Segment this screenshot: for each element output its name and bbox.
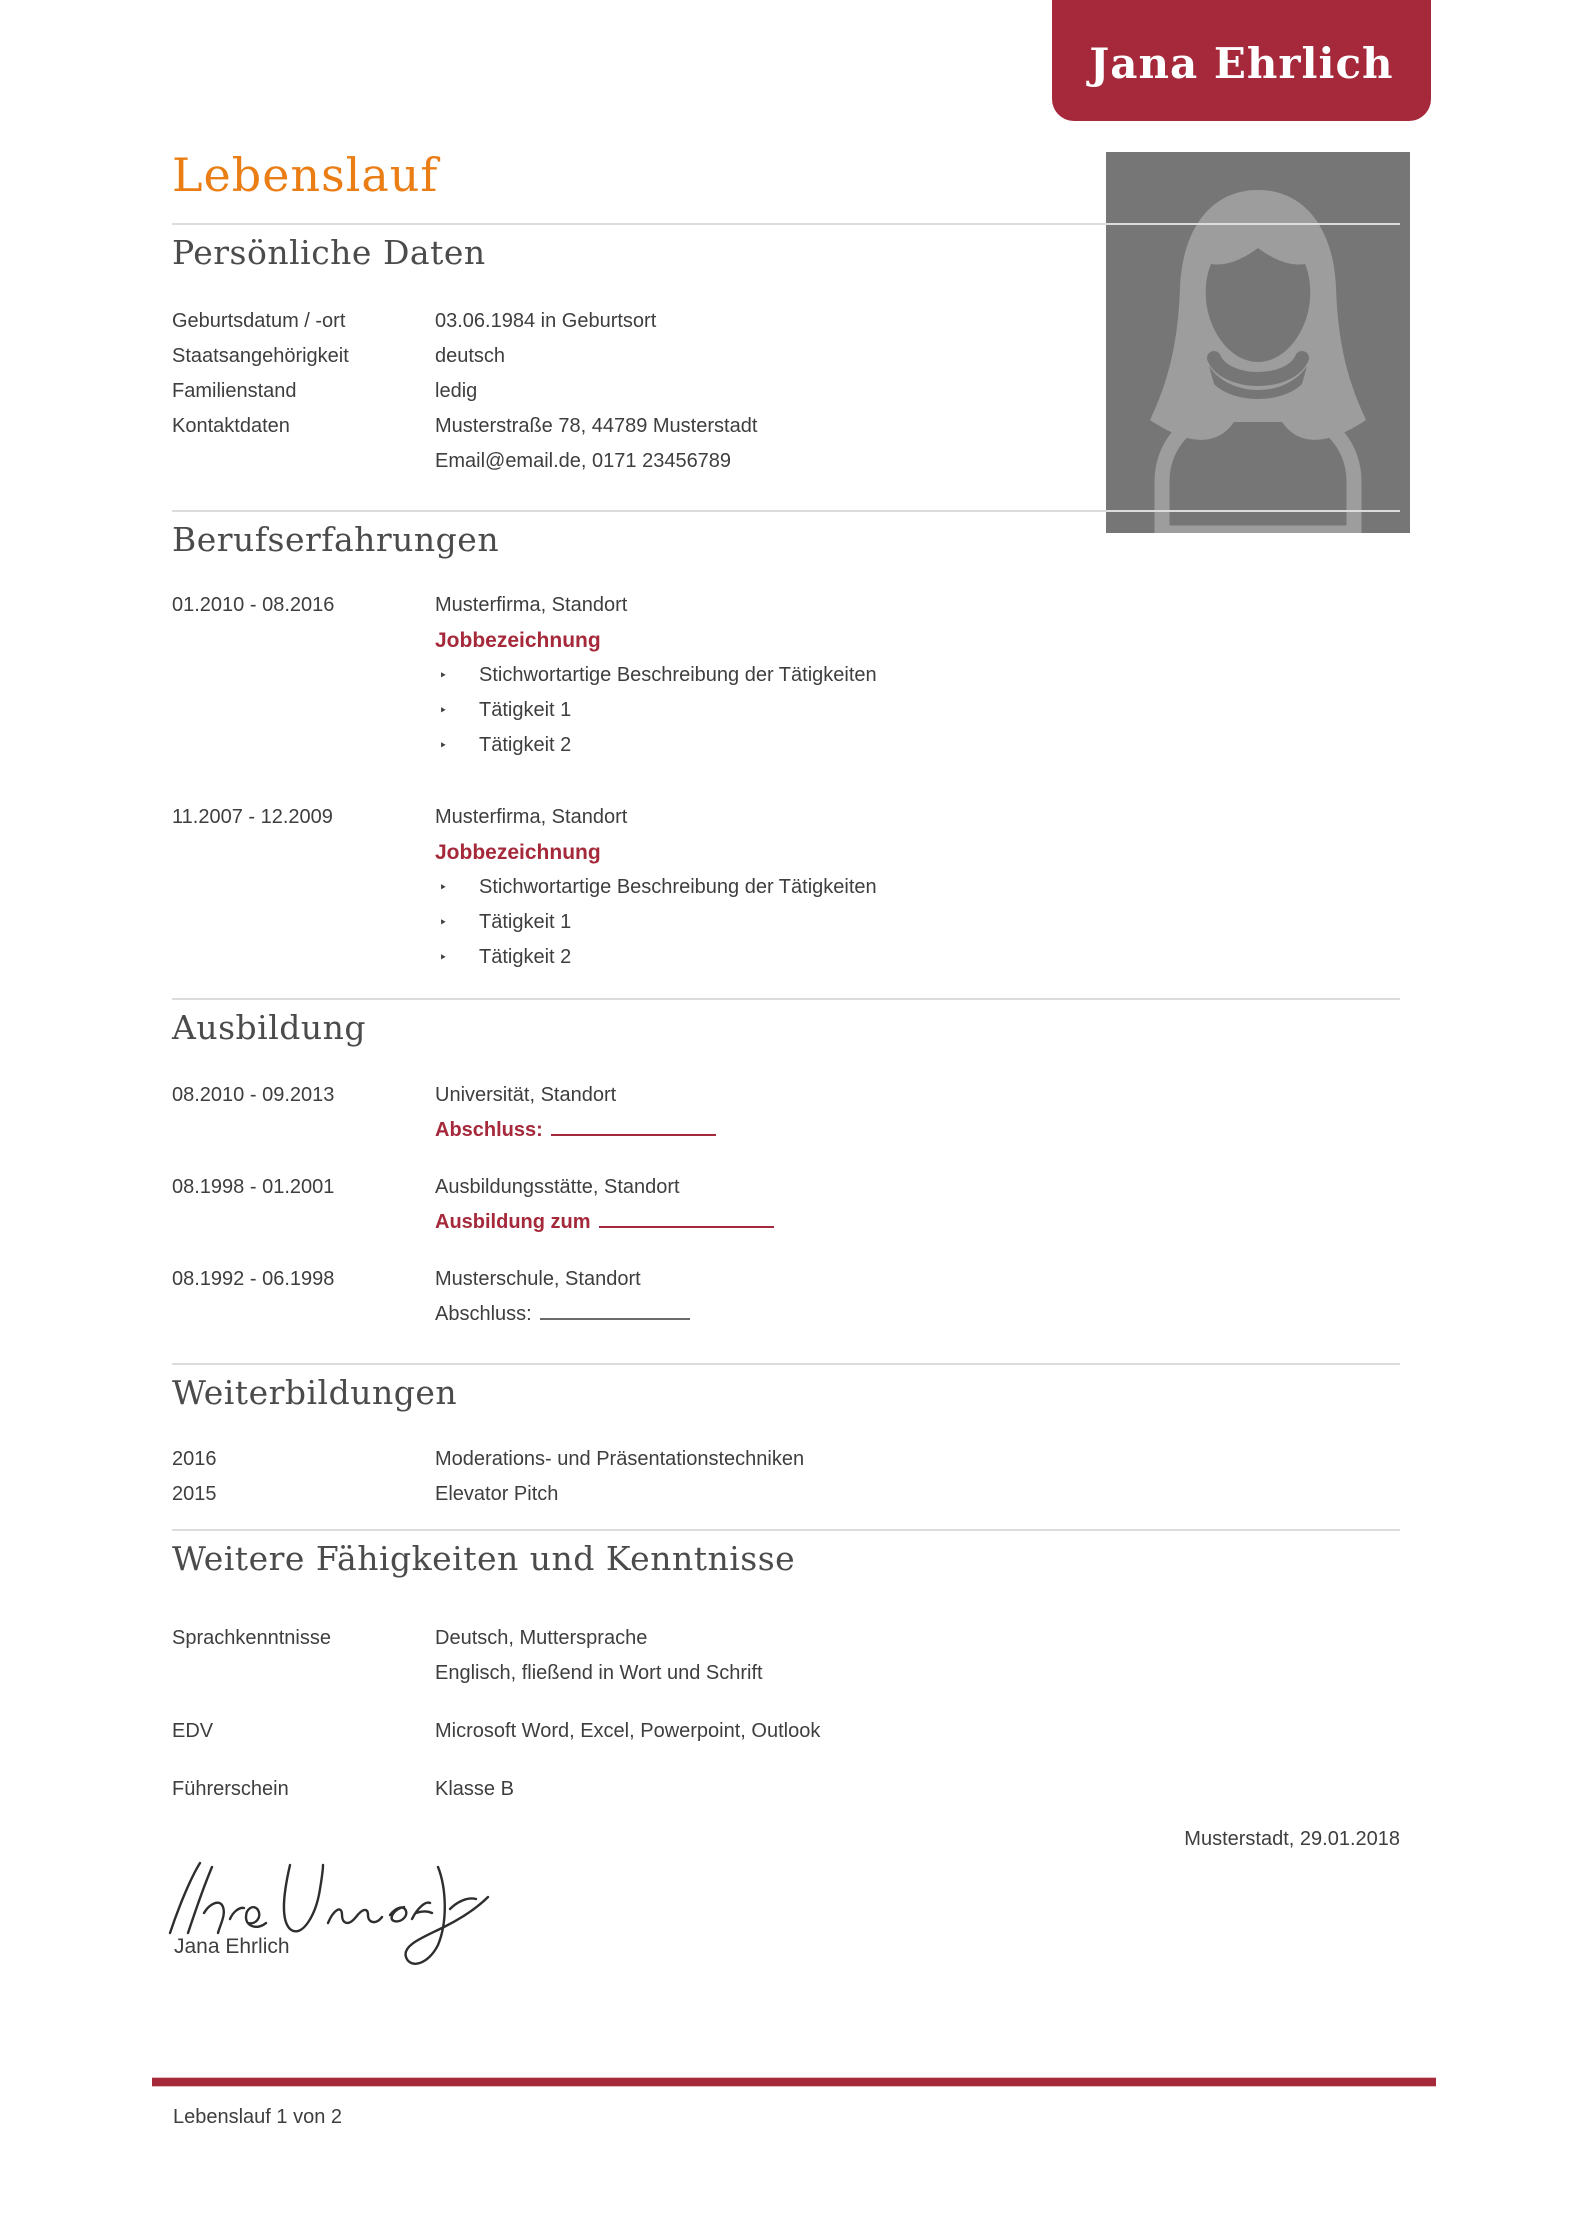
- section-heading-education: Ausbildung: [172, 1007, 367, 1047]
- degree-label: Abschluss:: [435, 1119, 543, 1142]
- entry-period: 08.1998 - 01.2001: [172, 1176, 335, 1199]
- education-entry: [172, 1262, 1400, 1332]
- name-badge-text: Jana Ehrlich: [1089, 39, 1394, 88]
- experience-entry: [172, 800, 1400, 975]
- bullet-arrow-icon: ‣: [439, 736, 448, 753]
- bullet-arrow-icon: ‣: [439, 913, 448, 930]
- personal-value: Musterstraße 78, 44789 Musterstadt: [435, 415, 758, 438]
- education-entry: [172, 1170, 1400, 1240]
- divider: [172, 1529, 1400, 1531]
- blank-line: [540, 1301, 690, 1320]
- entry-detail: [435, 1262, 1400, 1332]
- bullet-arrow-icon: ‣: [439, 878, 448, 895]
- footer-accent-bar: [152, 2078, 1436, 2086]
- degree-label: Ausbildung zum: [435, 1211, 591, 1234]
- bullet-arrow-icon: ‣: [439, 666, 448, 683]
- skill-label: Führerschein: [172, 1777, 289, 1800]
- section-heading-training: Weiterbildungen: [172, 1373, 458, 1413]
- list-item: [435, 940, 1400, 975]
- bullet-text: Stichwortartige Beschreibung der Tätigkeiten: [479, 663, 877, 686]
- bullet-text: Tätigkeit 1: [479, 698, 572, 721]
- bullet-list: [435, 870, 1400, 975]
- bullet-list: [435, 658, 1400, 763]
- footer-page-label: Lebenslauf 1 von 2: [173, 2106, 343, 2128]
- entry-period: 08.1992 - 06.1998: [172, 1268, 335, 1291]
- skills-table: [172, 1621, 1400, 1807]
- entry-org: Musterschule, Standort: [435, 1268, 641, 1291]
- experience-entry: [172, 588, 1400, 763]
- blank-line: [599, 1209, 774, 1228]
- bullet-text: Tätigkeit 2: [479, 733, 572, 756]
- entry-org: Universität, Standort: [435, 1084, 617, 1107]
- section-heading-experience: Berufserfahrungen: [172, 520, 500, 560]
- table-row: [172, 1442, 1400, 1477]
- personal-data-table: [172, 304, 1400, 479]
- entry-org: Ausbildungsstätte, Standort: [435, 1176, 680, 1199]
- entry-period: 08.2010 - 09.2013: [172, 1084, 335, 1107]
- divider: [172, 223, 1400, 225]
- personal-label: Familienstand: [172, 380, 297, 403]
- bullet-text: Tätigkeit 1: [479, 910, 572, 933]
- table-row: [172, 1477, 1400, 1512]
- personal-value: ledig: [435, 380, 478, 403]
- entry-role: Jobbezeichnung: [435, 840, 601, 864]
- signed-name: Jana Ehrlich: [174, 1934, 290, 1958]
- bullet-arrow-icon: ‣: [439, 948, 448, 965]
- list-item: [435, 905, 1400, 940]
- table-row: [172, 1772, 1400, 1807]
- personal-label: Geburtsdatum / -ort: [172, 310, 346, 333]
- entry-period: 2016: [172, 1448, 217, 1471]
- personal-value: deutsch: [435, 345, 506, 368]
- list-item: [435, 693, 1400, 728]
- skill-value: Klasse B: [435, 1777, 514, 1800]
- spacer: [172, 444, 435, 479]
- cv-content: [172, 0, 1400, 2003]
- personal-label: Staatsangehörigkeit: [172, 345, 349, 368]
- section-heading-skills: Weitere Fähigkeiten und Kenntnisse: [172, 1539, 796, 1579]
- table-row: [172, 1621, 1400, 1691]
- entry-detail: [435, 588, 1400, 763]
- divider: [172, 510, 1400, 512]
- entry-value: Elevator Pitch: [435, 1483, 559, 1506]
- skill-value: Deutsch, Muttersprache: [435, 1626, 648, 1649]
- list-item: [435, 658, 1400, 693]
- personal-label: Kontaktdaten: [172, 415, 290, 438]
- degree-label: Abschluss:: [435, 1303, 532, 1326]
- bullet-arrow-icon: ‣: [439, 701, 448, 718]
- entry-org: Musterfirma, Standort: [435, 593, 628, 616]
- bullet-text: Stichwortartige Beschreibung der Tätigkeiten: [479, 875, 877, 898]
- skill-label: Sprachkenntnisse: [172, 1626, 331, 1649]
- table-row: [172, 1714, 1400, 1749]
- education-entry: [172, 1078, 1400, 1148]
- section-heading-personal: Persönliche Daten: [172, 232, 486, 272]
- skill-value: Englisch, fließend in Wort und Schrift: [435, 1661, 763, 1684]
- divider: [172, 998, 1400, 1000]
- entry-org: Musterfirma, Standort: [435, 805, 628, 828]
- training-table: [172, 1442, 1400, 1512]
- list-item: [435, 728, 1400, 763]
- blank-line: [551, 1117, 716, 1136]
- entry-role: Jobbezeichnung: [435, 628, 601, 652]
- entry-detail: [435, 1078, 1400, 1148]
- entry-detail: [435, 800, 1400, 975]
- personal-value: 03.06.1984 in Geburtsort: [435, 310, 657, 333]
- bullet-text: Tätigkeit 2: [479, 945, 572, 968]
- entry-period: 01.2010 - 08.2016: [172, 593, 335, 616]
- list-item: [435, 870, 1400, 905]
- entry-detail: [435, 1170, 1400, 1240]
- divider: [172, 1363, 1400, 1365]
- entry-value: Moderations- und Präsentationstechniken: [435, 1448, 805, 1471]
- place-date: Musterstadt, 29.01.2018: [1184, 1827, 1400, 1850]
- entry-period: 11.2007 - 12.2009: [172, 805, 333, 828]
- entry-period: 2015: [172, 1483, 217, 1506]
- signature-area: [172, 1853, 1400, 2003]
- page-title: Lebenslauf: [172, 148, 439, 202]
- skill-values: [435, 1621, 1400, 1691]
- skill-value: Microsoft Word, Excel, Powerpoint, Outlook: [435, 1719, 821, 1742]
- skill-label: EDV: [172, 1719, 214, 1742]
- personal-value: Email@email.de, 0171 23456789: [435, 450, 732, 473]
